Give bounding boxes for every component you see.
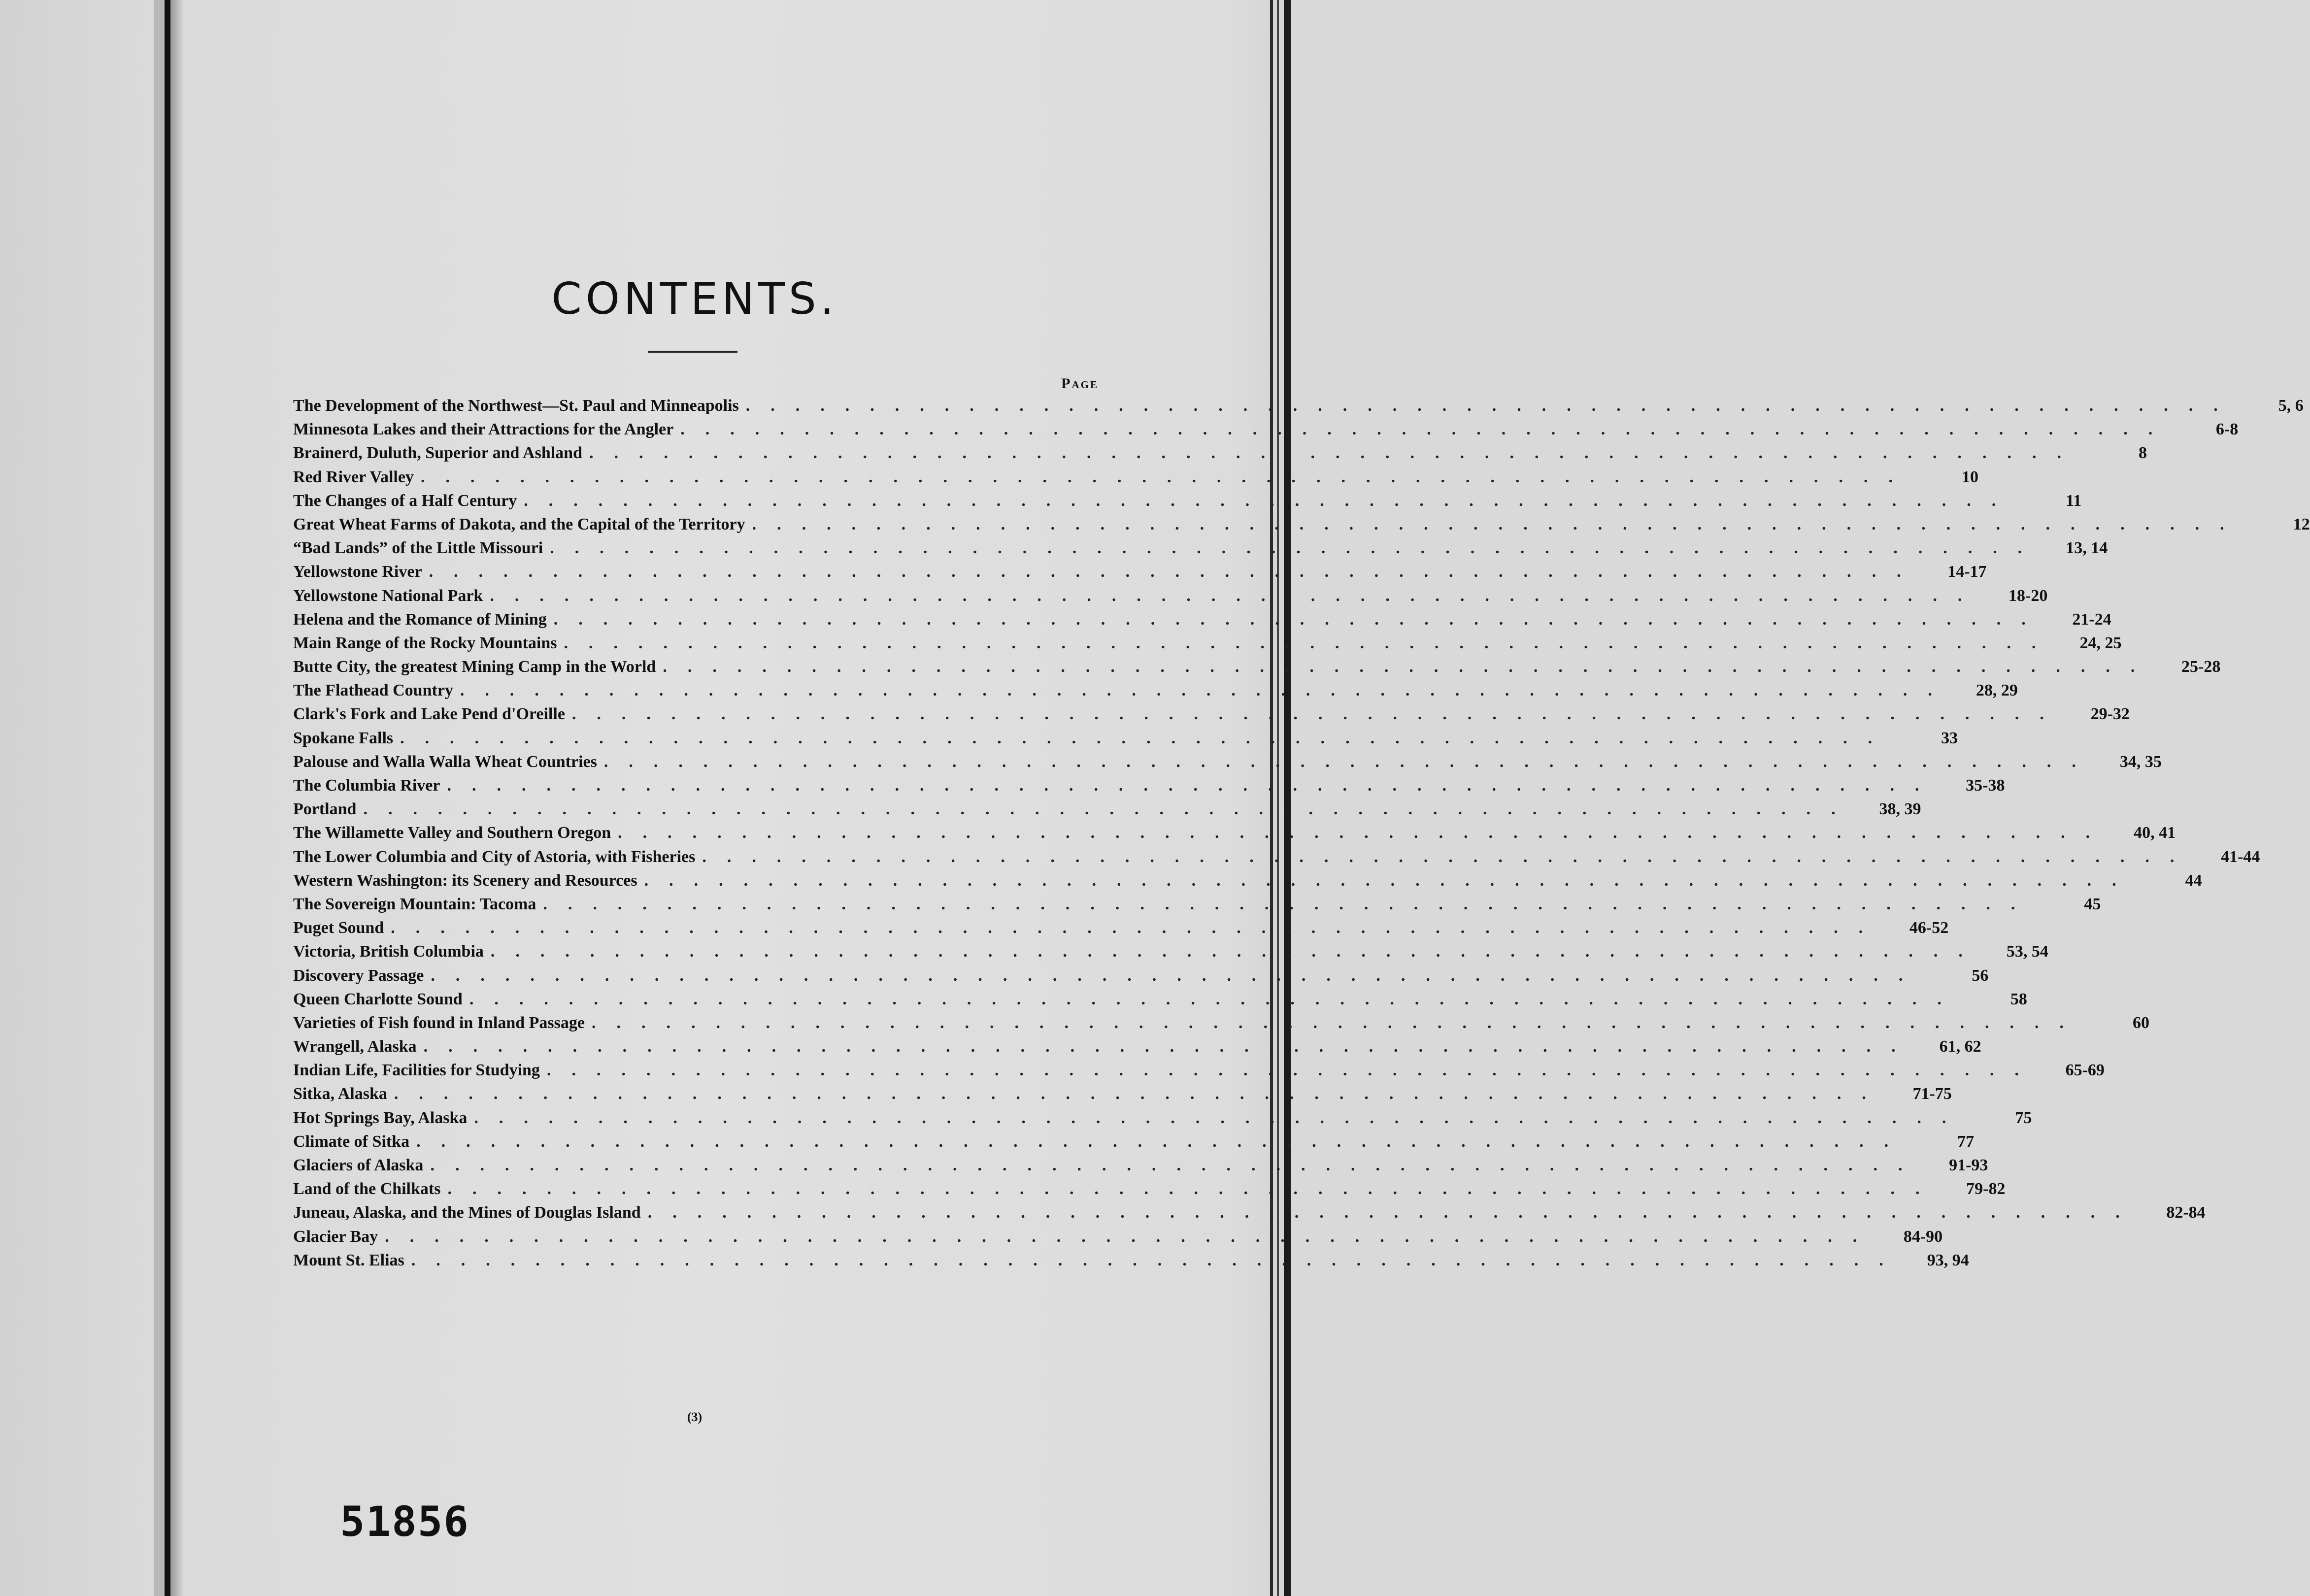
toc-entry-title: Spokane Falls: [293, 729, 394, 747]
toc-entry-page: 18-20: [2009, 586, 2048, 605]
toc-entry-page: 29-32: [2090, 705, 2130, 724]
toc-entry-title: Helena and the Romance of Mining: [293, 610, 547, 629]
toc-entry-page: 33: [1941, 729, 1958, 747]
dot-leader: ............................................................: [416, 1132, 1909, 1151]
dot-leader: ............................................................: [644, 871, 2137, 890]
dot-leader: ............................................................: [447, 1180, 1941, 1198]
toc-entry-title: Yellowstone National Park: [293, 586, 483, 605]
toc-entry: [293, 679, 2018, 702]
toc-entry: [293, 1201, 2206, 1225]
toc-entry-page: 61, 62: [1939, 1037, 1981, 1056]
dot-leader: ............................................................: [663, 658, 2156, 676]
toc-entry-title: The Columbia River: [293, 776, 440, 795]
toc-entry: [293, 1035, 1981, 1059]
dot-leader: ............................................................: [618, 824, 2111, 842]
toc-entry-title: Sitka, Alaska: [293, 1085, 387, 1103]
dot-leader: ............................................................: [423, 1037, 1916, 1056]
toc-entry-title: Brainerd, Duluth, Superior and Ashland: [293, 444, 582, 463]
table-of-contents: [293, 394, 2310, 1272]
dot-leader: ............................................................: [752, 515, 2245, 533]
toc-entry-title: Discovery Passage: [293, 966, 424, 985]
toc-entry-title: Western Washington: its Scenery and Resources: [293, 871, 637, 890]
page-column-label: Page: [1061, 375, 1099, 392]
toc-entry: [293, 940, 2048, 964]
toc-entry-page: 40, 41: [2134, 824, 2176, 842]
toc-entry: [293, 916, 1949, 940]
toc-entry-page: 41-44: [2221, 847, 2260, 866]
toc-entry: [293, 394, 2304, 418]
dot-leader: ............................................................: [647, 1203, 2141, 1222]
toc-entry-title: Minnesota Lakes and their Attractions for the Angler: [293, 420, 674, 439]
toc-entry: [293, 632, 2122, 655]
toc-entry-title: The Flathead Country: [293, 681, 453, 700]
toc-entry-title: Indian Life, Facilities for Studying: [293, 1061, 540, 1080]
page-folio: (3): [687, 1410, 703, 1424]
dot-leader: ............................................................: [385, 1227, 1878, 1246]
toc-entry: [293, 1106, 2032, 1130]
toc-entry-title: The Sovereign Mountain: Tacoma: [293, 895, 536, 913]
title-divider: [648, 351, 737, 353]
dot-leader: ............................................................: [411, 1251, 1904, 1269]
toc-entry-title: The Development of the Northwest—St. Paul and Minneapolis: [293, 397, 739, 415]
toc-entry: [293, 441, 2147, 465]
dot-leader: ............................................................: [363, 800, 1856, 819]
toc-entry-title: Main Range of the Rocky Mountains: [293, 633, 557, 652]
toc-entry-page: 8: [2139, 444, 2147, 463]
dot-leader: ............................................................: [429, 563, 1922, 581]
dot-leader: ............................................................: [589, 444, 2082, 463]
toc-entry-page: 91-93: [1949, 1156, 1988, 1174]
toc-entry-page: 58: [2010, 990, 2027, 1008]
toc-entry-page: 6-8: [2215, 420, 2239, 439]
toc-entry-page: 60: [2132, 1013, 2149, 1032]
toc-entry-page: 11: [2066, 491, 2082, 510]
toc-entry-page: 75: [2015, 1108, 2032, 1127]
toc-entry-page: 82-84: [2166, 1203, 2206, 1222]
toc-entry: [293, 584, 2048, 608]
toc-entry-page: 56: [1972, 966, 1989, 985]
toc-entry-title: “Bad Lands” of the Little Missouri: [293, 539, 543, 558]
dot-leader: ............................................................: [550, 539, 2043, 558]
contents-title: CONTENTS.: [551, 273, 838, 324]
toc-entry-page: 14-17: [1947, 563, 1987, 581]
toc-entry-page: 24, 25: [2079, 633, 2122, 652]
toc-entry-page: 46-52: [1909, 919, 1949, 937]
toc-entry-title: Palouse and Walla Walla Wheat Countries: [293, 752, 597, 771]
toc-entry-title: The Willamette Valley and Southern Oregon: [293, 824, 611, 842]
toc-entry-title: Butte City, the greatest Mining Camp in the World: [293, 658, 656, 676]
toc-entry: [293, 821, 2176, 845]
toc-entry: [293, 988, 2027, 1011]
dot-leader: ............................................................: [591, 1013, 2084, 1032]
dot-leader: ............................................................: [400, 729, 1893, 747]
dot-leader: ............................................................: [490, 586, 1983, 605]
toc-entry-page: 34, 35: [2119, 752, 2162, 771]
toc-entry: [293, 560, 1987, 584]
toc-entry: [293, 1225, 1943, 1249]
toc-entry-title: Hot Springs Bay, Alaska: [293, 1108, 468, 1127]
toc-entry-title: Victoria, British Columbia: [293, 942, 484, 961]
dot-leader: ............................................................: [571, 705, 2065, 724]
toc-entry-page: 71-75: [1912, 1085, 1952, 1103]
toc-entry: [293, 608, 2111, 632]
toc-entry: [293, 1082, 1952, 1106]
dot-leader: ............................................................: [474, 1108, 1967, 1127]
toc-entry-page: 13, 14: [2066, 539, 2108, 558]
dot-leader: ............................................................: [553, 610, 2046, 629]
toc-entry-title: Glaciers of Alaska: [293, 1156, 424, 1174]
toc-entry-page: 77: [1957, 1132, 1975, 1151]
dot-leader: ............................................................: [469, 990, 1962, 1008]
toc-entry-page: 45: [2084, 895, 2101, 913]
toc-entry-title: Portland: [293, 800, 357, 819]
toc-entry-page: 44: [2185, 871, 2202, 890]
toc-entry-page: 38, 39: [1879, 800, 1921, 819]
toc-entry-title: Wrangell, Alaska: [293, 1037, 417, 1056]
dot-leader: ............................................................: [430, 1156, 1923, 1174]
toc-entry-title: Mount St. Elias: [293, 1251, 404, 1269]
toc-entry-page: 28, 29: [1975, 681, 2018, 700]
toc-entry: [293, 727, 1958, 750]
toc-entry-page: 25-28: [2181, 658, 2221, 676]
dot-leader: ............................................................: [420, 467, 1913, 486]
toc-entry: [293, 418, 2239, 441]
toc-entry: [293, 964, 1989, 988]
toc-entry-page: 79-82: [1966, 1180, 2006, 1198]
toc-entry: [293, 1177, 2006, 1201]
toc-entry-title: Clark's Fork and Lake Pend d'Oreille: [293, 705, 565, 724]
toc-entry: [293, 536, 2108, 560]
toc-entry-title: Land of the Chilkats: [293, 1180, 441, 1198]
toc-entry-title: Great Wheat Farms of Dakota, and the Capital of the Territory: [293, 515, 745, 533]
dot-leader: ............................................................: [702, 847, 2195, 866]
toc-entry-title: Red River Valley: [293, 467, 414, 486]
toc-entry-page: 10: [1961, 467, 1978, 486]
dot-leader: ............................................................: [524, 491, 2017, 510]
toc-entry: [293, 1154, 1988, 1177]
toc-entry: [293, 1249, 1969, 1272]
toc-entry: [293, 1130, 1975, 1154]
toc-entry: [293, 893, 2101, 916]
toc-entry: [293, 489, 2082, 513]
toc-entry-title: Glacier Bay: [293, 1227, 378, 1246]
toc-entry-page: 93, 94: [1927, 1251, 1969, 1269]
toc-entry-title: The Lower Columbia and City of Astoria, with Fisheries: [293, 847, 696, 866]
toc-entry: [293, 1011, 2149, 1035]
toc-entry: [293, 750, 2162, 774]
accession-stamp-number: 51856: [340, 1497, 469, 1546]
toc-entry: [293, 774, 2005, 798]
toc-entry-title: Queen Charlotte Sound: [293, 990, 463, 1008]
dot-leader: ............................................................: [460, 681, 1953, 700]
toc-entry: [293, 869, 2202, 893]
dot-leader: ............................................................: [564, 633, 2057, 652]
toc-entry: [293, 845, 2260, 869]
toc-entry: [293, 798, 1921, 821]
toc-entry: [293, 1059, 2105, 1082]
toc-entry: [293, 513, 2310, 536]
toc-entry: [293, 655, 2221, 679]
dot-leader: ............................................................: [431, 966, 1924, 985]
toc-entry-page: 5, 6: [2278, 397, 2304, 415]
dot-leader: ............................................................: [394, 1085, 1887, 1103]
toc-entry-title: The Changes of a Half Century: [293, 491, 517, 510]
toc-entry-title: Yellowstone River: [293, 563, 422, 581]
toc-entry-page: 53, 54: [2006, 942, 2048, 961]
binding-edge: [165, 0, 170, 1596]
toc-entry-page: 21-24: [2072, 610, 2111, 629]
binding-fade: [170, 0, 183, 1596]
toc-entry: [293, 466, 1978, 489]
dot-leader: ............................................................: [603, 752, 2097, 771]
dot-leader: ............................................................: [680, 420, 2174, 439]
dot-leader: ............................................................: [745, 397, 2239, 415]
toc-entry-page: 65-69: [2065, 1061, 2105, 1080]
dot-leader: ............................................................: [490, 942, 1983, 961]
dot-leader: ............................................................: [447, 776, 1940, 795]
toc-entry-page: 84-90: [1903, 1227, 1943, 1246]
toc-entry-title: Puget Sound: [293, 919, 384, 937]
dot-leader: ............................................................: [391, 919, 1884, 937]
toc-entry: [293, 702, 2130, 726]
toc-entry-page: 35-38: [1966, 776, 2005, 795]
toc-entry-title: Climate of Sitka: [293, 1132, 410, 1151]
toc-entry-page: 12: [2293, 515, 2310, 533]
toc-entry-title: Varieties of Fish found in Inland Passage: [293, 1013, 585, 1032]
dot-leader: ............................................................: [546, 1061, 2040, 1080]
dot-leader: ............................................................: [543, 895, 2036, 913]
toc-entry-title: Juneau, Alaska, and the Mines of Douglas Island: [293, 1203, 641, 1222]
